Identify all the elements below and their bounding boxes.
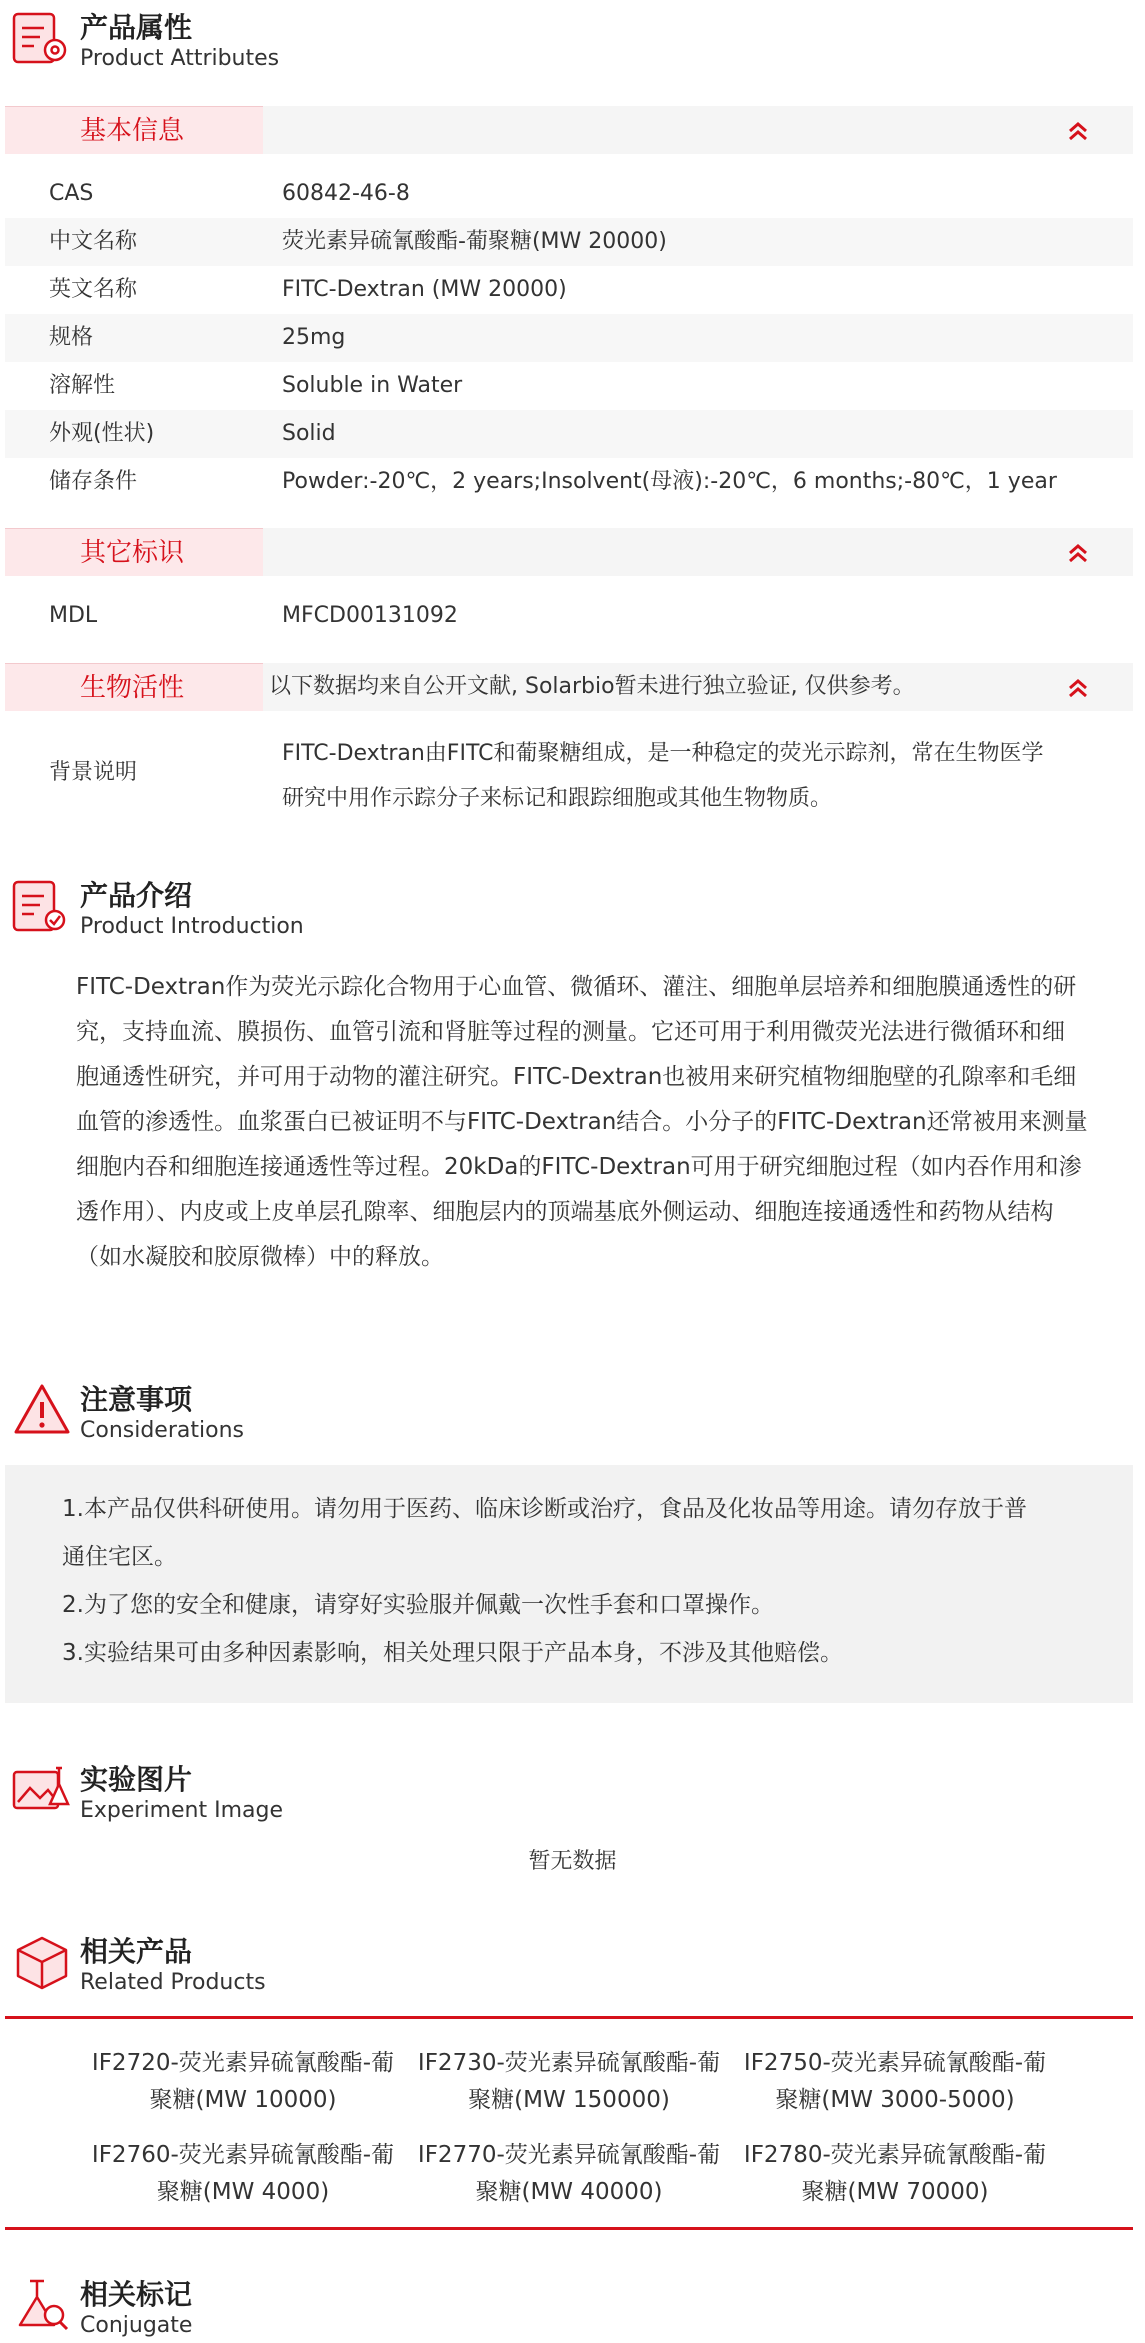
- group-header-bio-activity: [5, 663, 1133, 711]
- section-header-attributes: [0, 0, 1145, 70]
- attribute-key: 英文名称: [49, 277, 138, 302]
- related-product-name-line: IF2760-荧光素异硫氰酸酯-葡: [91, 2142, 395, 2168]
- section-title: 产品属性: [80, 11, 193, 44]
- image-flask-icon: [12, 1760, 72, 1820]
- section-subtitle: Considerations: [80, 1418, 244, 1443]
- section-title: 相关产品: [80, 1935, 193, 1968]
- section-subtitle: Product Introduction: [80, 914, 304, 939]
- attribute-value: Solid: [282, 421, 336, 446]
- related-product-name-line: IF2780-荧光素异硫氰酸酯-葡: [743, 2142, 1047, 2168]
- attribute-value: 60842-46-8: [282, 181, 410, 206]
- attribute-row-spec: [5, 314, 1133, 362]
- introduction-line: 血管的渗透性。血浆蛋白已被证明不与FITC-Dextran结合。小分子的FITC-Dextran还常被用来测量: [76, 1109, 1088, 1135]
- related-product-name-line: 聚糖(MW 70000): [801, 2179, 989, 2205]
- section-title: 注意事项: [80, 1383, 193, 1416]
- consideration-item: 1.本产品仅供科研使用。请勿用于医药、临床诊断或治疗，食品及化妆品等用途。请勿存放于普: [62, 1496, 1027, 1522]
- attribute-row-solubility: [5, 362, 1133, 410]
- warning-icon: [12, 1380, 72, 1440]
- introduction-line: 细胞内吞和细胞连接通透性等过程。20kDa的FITC-Dextran可用于研究细胞过程（如内吞作用和渗: [76, 1154, 1082, 1180]
- related-product-name-line: 聚糖(MW 3000-5000): [775, 2087, 1015, 2113]
- related-product-name-line: 聚糖(MW 4000): [156, 2179, 330, 2205]
- group-header-basic-info: [5, 106, 1133, 154]
- section-subtitle: Conjugate: [80, 2313, 193, 2338]
- related-product-name-line: IF2750-荧光素异硫氰酸酯-葡: [743, 2050, 1047, 2076]
- related-product-link[interactable]: [409, 2045, 729, 2119]
- flask-search-icon: [12, 2275, 72, 2335]
- group-label: 其它标识: [80, 538, 185, 568]
- document-check-icon: [12, 876, 72, 936]
- considerations-box: [5, 1465, 1133, 1703]
- background-description: [282, 731, 1043, 821]
- attribute-key: MDL: [49, 603, 98, 628]
- document-gear-icon: [12, 8, 72, 68]
- section-title: 相关标记: [80, 2278, 193, 2311]
- section-subtitle: Product Attributes: [80, 46, 280, 71]
- group-header-other-ids: [5, 528, 1133, 576]
- group-label-box: [5, 106, 263, 154]
- attribute-value: MFCD00131092: [282, 603, 458, 628]
- attribute-row-english-name: [5, 266, 1133, 314]
- introduction-line: 胞通透性研究，并可用于动物的灌注研究。FITC-Dextran也被用来研究植物细胞壁的孔隙率和毛细: [76, 1064, 1077, 1090]
- attribute-value: FITC-Dextran (MW 20000): [282, 277, 567, 302]
- attribute-row-appearance: [5, 410, 1133, 458]
- related-product-link[interactable]: [735, 2137, 1055, 2211]
- background-key: 背景说明: [49, 760, 138, 785]
- introduction-line: 究，支持血流、膜损伤、血管引流和肾脏等过程的测量。它还可用于利用微荧光法进行微循环和细: [76, 1019, 1065, 1045]
- group-label: 生物活性: [80, 673, 185, 703]
- cube-icon: [12, 1932, 72, 1992]
- attribute-row-cas: [5, 170, 1133, 218]
- attribute-key: 溶解性: [49, 373, 116, 398]
- section-header-conjugate: [0, 2267, 1145, 2337]
- group-label-box: [5, 528, 263, 576]
- related-product-link[interactable]: [83, 2137, 403, 2211]
- attribute-value: 荧光素异硫氰酸酯-葡聚糖(MW 20000): [282, 229, 667, 254]
- attribute-key: 储存条件: [49, 469, 138, 494]
- related-product-name-line: 聚糖(MW 150000): [468, 2087, 670, 2113]
- introduction-line: FITC-Dextran作为荧光示踪化合物用于心血管、微循环、灌注、细胞单层培养和细胞膜通透性的研: [76, 974, 1077, 1000]
- attribute-row-storage: [5, 458, 1133, 506]
- related-products-panel: [5, 2016, 1133, 2230]
- related-product-name-line: IF2720-荧光素异硫氰酸酯-葡: [91, 2050, 395, 2076]
- section-title: 实验图片: [80, 1763, 193, 1796]
- consideration-item: 3.实验结果可由多种因素影响，相关处理只限于产品本身，不涉及其他赔偿。: [62, 1640, 843, 1666]
- attribute-value: Soluble in Water: [282, 373, 463, 398]
- attribute-value: Powder:-20℃，2 years;Insolvent(母液):-20℃，6 months;-80℃，1 year: [282, 469, 1057, 494]
- related-product-name-line: IF2730-荧光素异硫氰酸酯-葡: [417, 2050, 721, 2076]
- introduction-text: [76, 965, 1116, 1280]
- related-product-name-line: 聚糖(MW 40000): [475, 2179, 663, 2205]
- related-product-link[interactable]: [735, 2045, 1055, 2119]
- section-title: 产品介绍: [80, 879, 193, 912]
- chevron-double-up-icon[interactable]: [1065, 675, 1091, 701]
- chevron-double-up-icon[interactable]: [1065, 118, 1091, 144]
- attribute-row-mdl: [5, 592, 1133, 640]
- related-product-link[interactable]: [83, 2045, 403, 2119]
- attribute-key: 外观(性状): [49, 421, 155, 446]
- introduction-line: 透作用）、内皮或上皮单层孔隙率、细胞层内的顶端基底外侧运动、细胞连接通透性和药物从结构: [76, 1199, 1054, 1225]
- attribute-key: 中文名称: [49, 229, 138, 254]
- section-header-experiment: [0, 1752, 1145, 1822]
- consideration-item: 2.为了您的安全和健康，请穿好实验服并佩戴一次性手套和口罩操作。: [62, 1592, 774, 1618]
- attribute-key: 规格: [49, 325, 94, 350]
- related-product-name-line: 聚糖(MW 10000): [149, 2087, 337, 2113]
- section-header-related: [0, 1924, 1145, 1994]
- section-subtitle: Experiment Image: [80, 1798, 284, 1823]
- background-line: FITC-Dextran由FITC和葡聚糖组成，是一种稳定的荧光示踪剂，常在生物医学: [282, 741, 1044, 766]
- attribute-key: CAS: [49, 181, 94, 206]
- group-label-box: [5, 663, 263, 711]
- consideration-item: 通住宅区。: [62, 1544, 177, 1570]
- related-product-name-line: IF2770-荧光素异硫氰酸酯-葡: [417, 2142, 721, 2168]
- related-product-link[interactable]: [409, 2137, 729, 2211]
- attribute-row-chinese-name: [5, 218, 1133, 266]
- empty-state-text: 暂无数据: [528, 1849, 617, 1874]
- group-label: 基本信息: [80, 116, 185, 146]
- introduction-line: （如水凝胶和胶原微棒）中的释放。: [76, 1244, 444, 1270]
- disclaimer-note: 以下数据均来自公开文献, Solarbio暂未进行独立验证, 仅供参考。: [269, 674, 915, 699]
- section-header-introduction: [0, 868, 1145, 938]
- chevron-double-up-icon[interactable]: [1065, 540, 1091, 566]
- attribute-value: 25mg: [282, 325, 346, 350]
- section-header-considerations: [0, 1372, 1145, 1442]
- background-line: 研究中用作示踪分子来标记和跟踪细胞或其他生物物质。: [282, 786, 833, 811]
- section-subtitle: Related Products: [80, 1970, 266, 1995]
